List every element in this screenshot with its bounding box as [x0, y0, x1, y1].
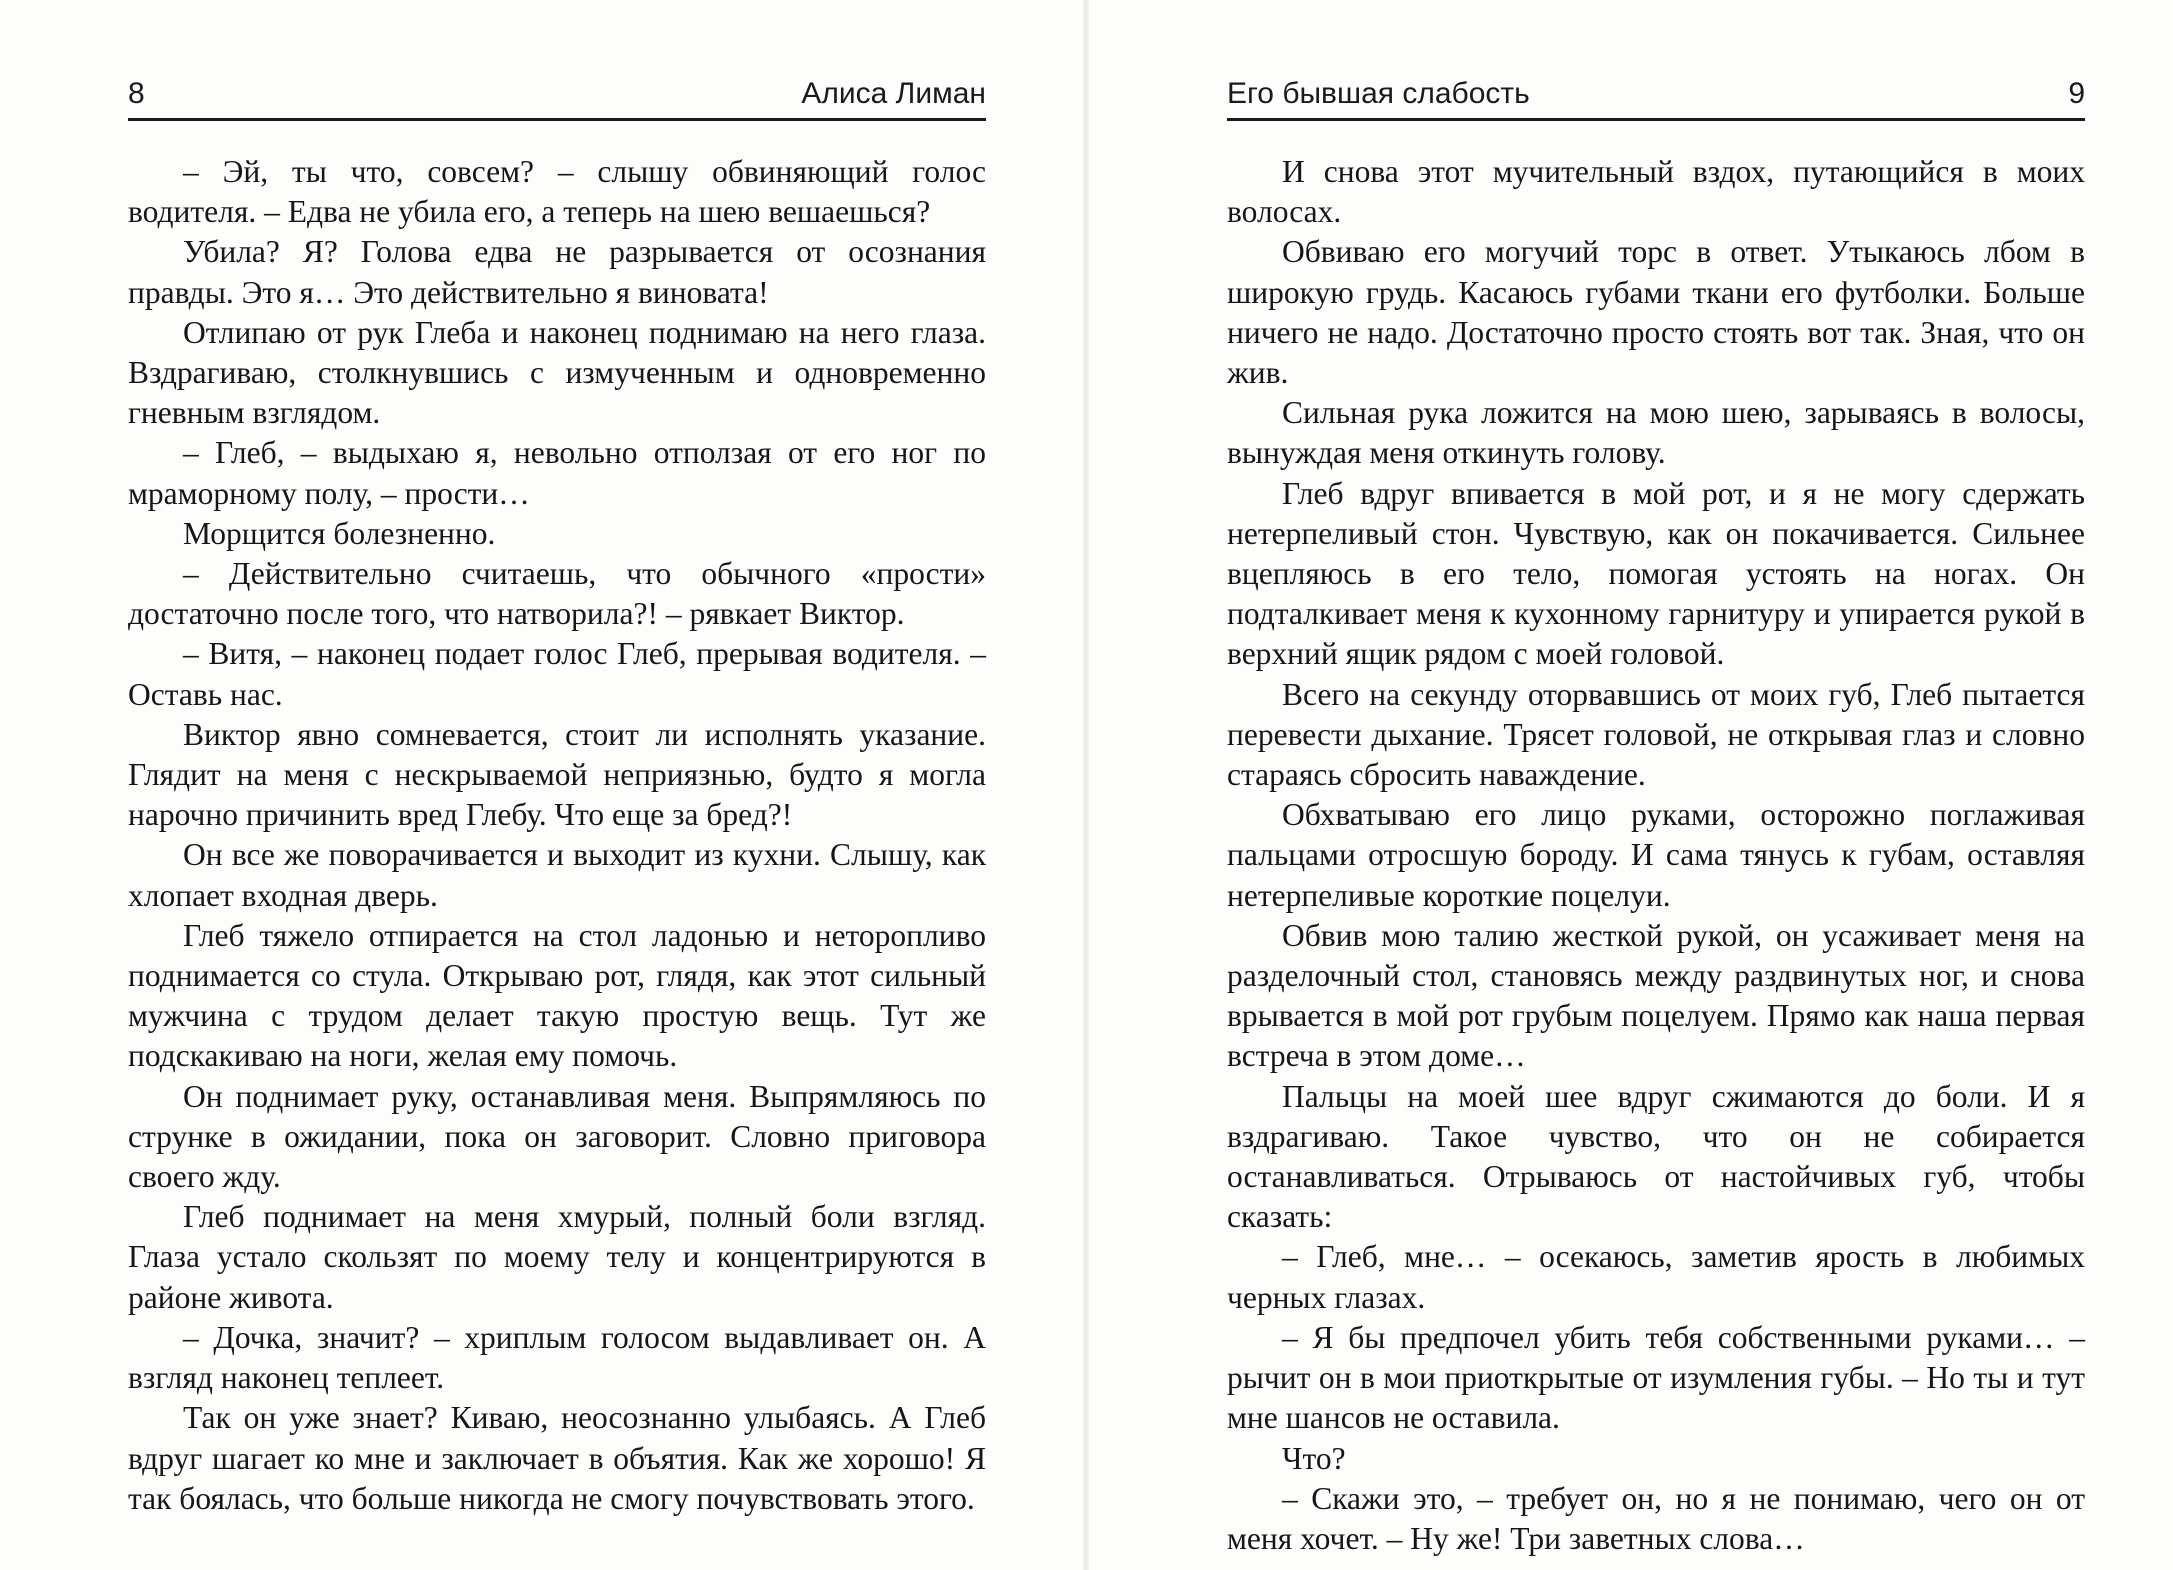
- paragraph: Глеб тяжело отпирается на стол ладонью и неторопливо поднимается со стула. Открываю рот, глядя, как этот сильный мужчина с трудом делает такую простую вещь. Тут же подскакиваю на ноги, желая ему помочь.: [128, 917, 986, 1074]
- paragraph: Всего на секунду оторвавшись от моих губ, Глеб пытается перевести дыхание. Трясет головой, не открывая глаз и словно стараясь сбросить наваждение.: [1227, 676, 2085, 793]
- paragraph: Отлипаю от рук Глеба и наконец поднимаю на него глаза. Вздрагиваю, столкнувшись с измученным и одновременно гневным взглядом.: [128, 314, 986, 431]
- paragraph: Обвиваю его могучий торс в ответ. Утыкаюсь лбом в широкую грудь. Касаюсь губами ткани его футболки. Больше ничего не надо. Достаточно просто стоять вот так. Зная, что он жив.: [1227, 234, 2085, 391]
- paragraph: – Дочка, значит? – хриплым голосом выдавливает он. А взгляд наконец теплеет.: [128, 1319, 986, 1396]
- paragraph: – Глеб, – выдыхаю я, невольно отползая от его ног по мраморному полу, – прости…: [128, 435, 986, 511]
- paragraph: Убила? Я? Голова едва не разрывается от осознания правды. Это я… Это действительно я виновата!: [128, 234, 986, 310]
- right-page-number: 9: [2068, 77, 2085, 110]
- paragraph: Глеб вдруг впивается в мой рот, и я не могу сдержать нетерпеливый стон. Чувствую, как он покачивается. Сильнее вцепляюсь в его тело, помогая устоять на ногах. Он подталкивает меня к кухонному гарнитуру и упирается рукой в верхний ящик рядом с моей головой.: [1227, 475, 2085, 672]
- paragraph: Так он уже знает? Киваю, неосознанно улыбаясь. А Глеб вдруг шагает ко мне и заключает в объятия. Как же хорошо! Я так боялась, что больше никогда не смогу почувствовать этого.: [128, 1400, 986, 1516]
- paragraph: Обвив мою талию жесткой рукой, он усаживает меня на разделочный стол, становясь между раздвинутых ног, и снова врывается в мой рот грубым поцелуем. Прямо как наша первая встреча в этом доме…: [1227, 917, 2085, 1074]
- left-page-text: [128, 152, 986, 1519]
- paragraph: Он все же поворачивается и выходит из кухни. Слышу, как хлопает входная дверь.: [128, 837, 986, 913]
- right-running-head: Его бывшая слабость: [1227, 77, 1530, 110]
- paragraph: – Действительно считаешь, что обычного «прости» достаточно после того, что натворила?! – рявкает Виктор.: [128, 556, 986, 632]
- paragraph: Обхватываю его лицо руками, осторожно поглаживая пальцами отросшую бороду. И сама тянусь к губам, оставляя нетерпеливые короткие поцелуи.: [1227, 797, 2085, 913]
- paragraph: Глеб поднимает на меня хмурый, полный боли взгляд. Глаза устало скользят по моему телу и концентрируются в районе живота.: [128, 1199, 986, 1315]
- paragraph: Сильная рука ложится на мою шею, зарываясь в волосы, вынуждая меня откинуть голову.: [1227, 395, 2085, 471]
- paragraph: Морщится болезненно.: [183, 515, 496, 551]
- paragraph: Пальцы на моей шее вдруг сжимаются до боли. И я вздрагиваю. Такое чувство, что он не собирается останавливаться. Отрываюсь от настойчивых губ, чтобы сказать:: [1227, 1078, 2085, 1235]
- right-page-header: [1227, 70, 2085, 121]
- paragraph: И снова этот мучительный вздох, путающийся в моих волосах.: [1227, 154, 2085, 230]
- left-page-header: [128, 70, 986, 121]
- left-page-number: 8: [128, 77, 145, 110]
- right-page-text: [1227, 152, 2085, 1559]
- right-page: [1087, 0, 2173, 1570]
- paragraph: – Эй, ты что, совсем? – слышу обвиняющий голос водителя. – Едва не убила его, а теперь на шею вешаешься?: [128, 154, 986, 230]
- paragraph: – Я бы предпочел убить тебя собственными руками… – рычит он в мои приоткрытые от изумления губы. – Но ты и тут мне шансов не оставила.: [1227, 1319, 2085, 1436]
- paragraph: Виктор явно сомневается, стоит ли исполнять указание. Глядит на меня с нескрываемой неприязнью, будто я могла нарочно причинить вред Глебу. Что еще за бред?!: [128, 716, 986, 833]
- paragraph: Что?: [1282, 1440, 1346, 1476]
- left-page: [0, 0, 1086, 1570]
- paragraph: – Скажи это, – требует он, но я не понимаю, чего он от меня хочет. – Ну же! Три заветных слова…: [1227, 1480, 2085, 1556]
- left-running-head: Алиса Лиман: [801, 77, 986, 110]
- paragraph: – Витя, – наконец подает голос Глеб, прерывая водителя. – Оставь нас.: [128, 636, 986, 712]
- paragraph: – Глеб, мне… – осекаюсь, заметив ярость в любимых черных глазах.: [1227, 1239, 2085, 1315]
- paragraph: Он поднимает руку, останавливая меня. Выпрямляюсь по струнке в ожидании, пока он заговорит. Словно приговора своего жду.: [128, 1078, 986, 1195]
